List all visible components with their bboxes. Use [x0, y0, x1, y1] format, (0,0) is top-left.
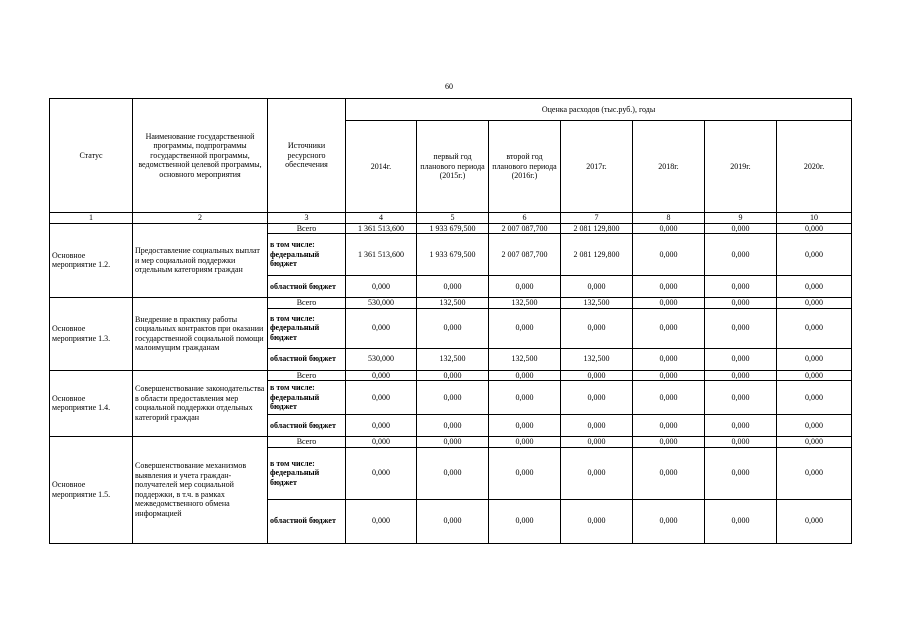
column-number: 10 — [777, 213, 852, 224]
value-cell: 132,500 — [489, 298, 561, 309]
value-cell: 0,000 — [561, 415, 633, 437]
value-cell: 0,000 — [633, 276, 705, 298]
value-cell: 0,000 — [417, 415, 489, 437]
value-cell: 0,000 — [633, 308, 705, 348]
column-number: 9 — [705, 213, 777, 224]
value-cell: 0,000 — [489, 308, 561, 348]
row-name: Предоставление социальных выплат и мер социальной поддержки отдельным категориям граждан — [133, 223, 268, 298]
value-cell: 0,000 — [489, 499, 561, 543]
value-cell: 0,000 — [777, 415, 852, 437]
value-cell: 1 361 513,600 — [346, 223, 417, 234]
value-cell: 0,000 — [633, 447, 705, 499]
value-cell: 530,000 — [346, 348, 417, 370]
value-cell: 1 933 679,500 — [417, 223, 489, 234]
value-cell: 2 007 087,700 — [489, 234, 561, 276]
source-vsego: Всего — [268, 437, 346, 448]
value-cell: 132,500 — [561, 348, 633, 370]
value-cell: 0,000 — [633, 415, 705, 437]
value-cell: 0,000 — [705, 223, 777, 234]
value-cell: 0,000 — [705, 381, 777, 415]
row-name: Внедрение в практику работы социальных контрактов при оказании государственной социальной помощи малоимущим гражданам — [133, 298, 268, 371]
column-number: 1 — [50, 213, 133, 224]
source-vsego: Всего — [268, 223, 346, 234]
value-cell: 0,000 — [489, 447, 561, 499]
value-cell: 0,000 — [705, 276, 777, 298]
value-cell: 0,000 — [346, 308, 417, 348]
value-cell: 0,000 — [633, 348, 705, 370]
value-cell: 0,000 — [777, 499, 852, 543]
value-cell: 132,500 — [417, 348, 489, 370]
value-cell: 0,000 — [561, 308, 633, 348]
table-row — [50, 370, 852, 381]
value-cell: 0,000 — [705, 308, 777, 348]
value-cell: 0,000 — [346, 276, 417, 298]
column-number: 6 — [489, 213, 561, 224]
page-number: 60 — [445, 82, 453, 91]
value-cell: 0,000 — [633, 234, 705, 276]
value-cell: 2 081 129,800 — [561, 223, 633, 234]
value-cell: 2 007 087,700 — [489, 223, 561, 234]
value-cell: 0,000 — [561, 381, 633, 415]
value-cell: 0,000 — [417, 447, 489, 499]
source-oblast: областной бюджет — [268, 415, 346, 437]
value-cell: 0,000 — [346, 415, 417, 437]
value-cell: 0,000 — [346, 381, 417, 415]
value-cell: 0,000 — [705, 348, 777, 370]
value-cell: 0,000 — [489, 381, 561, 415]
value-cell: 0,000 — [777, 223, 852, 234]
value-cell: 2 081 129,800 — [561, 234, 633, 276]
header-year-4: 2017г. — [561, 121, 633, 213]
value-cell: 0,000 — [489, 415, 561, 437]
source-federal: в том числе: федеральный бюджет — [268, 381, 346, 415]
value-cell: 0,000 — [633, 298, 705, 309]
source-federal: в том числе: федеральный бюджет — [268, 234, 346, 276]
value-cell: 0,000 — [417, 381, 489, 415]
value-cell: 0,000 — [705, 298, 777, 309]
value-cell: 0,000 — [777, 370, 852, 381]
header-year-7: 2020г. — [777, 121, 852, 213]
source-oblast: областной бюджет — [268, 499, 346, 543]
value-cell: 132,500 — [417, 298, 489, 309]
value-cell: 0,000 — [561, 499, 633, 543]
column-number: 2 — [133, 213, 268, 224]
value-cell: 0,000 — [777, 437, 852, 448]
header-sources: Источники ресурсного обеспечения — [268, 99, 346, 213]
value-cell: 0,000 — [705, 499, 777, 543]
value-cell: 132,500 — [561, 298, 633, 309]
value-cell: 0,000 — [705, 437, 777, 448]
source-federal: в том числе: федеральный бюджет — [268, 308, 346, 348]
header-name: Наименование государственной программы, подпрограммы государственной программы, ведомственной целевой программы, основного мероприятия — [133, 99, 268, 213]
value-cell: 0,000 — [417, 370, 489, 381]
value-cell: 0,000 — [777, 348, 852, 370]
value-cell: 0,000 — [633, 381, 705, 415]
value-cell: 1 933 679,500 — [417, 234, 489, 276]
value-cell: 0,000 — [417, 437, 489, 448]
row-name: Совершенствование законодательства в области предоставления мер социальной поддержки отдельных категорий граждан — [133, 370, 268, 437]
value-cell: 0,000 — [346, 499, 417, 543]
expenses-table — [49, 98, 852, 544]
row-status: Основное мероприятие 1.4. — [50, 370, 133, 437]
value-cell: 0,000 — [705, 447, 777, 499]
value-cell: 0,000 — [633, 370, 705, 381]
column-number: 8 — [633, 213, 705, 224]
value-cell: 132,500 — [489, 348, 561, 370]
value-cell: 0,000 — [417, 308, 489, 348]
row-status: Основное мероприятие 1.2. — [50, 223, 133, 298]
value-cell: 0,000 — [417, 499, 489, 543]
column-number: 3 — [268, 213, 346, 224]
value-cell: 0,000 — [489, 276, 561, 298]
header-year-1: 2014г. — [346, 121, 417, 213]
value-cell: 0,000 — [346, 437, 417, 448]
value-cell: 0,000 — [561, 276, 633, 298]
value-cell: 530,000 — [346, 298, 417, 309]
value-cell: 0,000 — [777, 234, 852, 276]
value-cell: 0,000 — [777, 276, 852, 298]
table-row — [50, 298, 852, 309]
value-cell: 0,000 — [633, 437, 705, 448]
header-year-5: 2018г. — [633, 121, 705, 213]
value-cell: 0,000 — [705, 234, 777, 276]
header-year-3: второй год планового периода (2016г.) — [489, 121, 561, 213]
column-number: 4 — [346, 213, 417, 224]
value-cell: 0,000 — [633, 499, 705, 543]
value-cell: 0,000 — [705, 415, 777, 437]
header-status: Статус — [50, 99, 133, 213]
header-year-6: 2019г. — [705, 121, 777, 213]
value-cell: 0,000 — [633, 223, 705, 234]
value-cell: 0,000 — [561, 447, 633, 499]
value-cell: 0,000 — [561, 437, 633, 448]
row-status: Основное мероприятие 1.5. — [50, 437, 133, 544]
source-oblast: областной бюджет — [268, 348, 346, 370]
table-row — [50, 437, 852, 448]
source-oblast: областной бюджет — [268, 276, 346, 298]
column-number: 7 — [561, 213, 633, 224]
header-expenses: Оценка расходов (тыс.руб.), годы — [346, 99, 852, 121]
table-row — [50, 223, 852, 234]
value-cell: 0,000 — [777, 381, 852, 415]
value-cell: 0,000 — [489, 437, 561, 448]
value-cell: 1 361 513,600 — [346, 234, 417, 276]
row-status: Основное мероприятие 1.3. — [50, 298, 133, 371]
value-cell: 0,000 — [489, 370, 561, 381]
value-cell: 0,000 — [561, 370, 633, 381]
value-cell: 0,000 — [705, 370, 777, 381]
value-cell: 0,000 — [777, 447, 852, 499]
header-year-2: первый год планового периода (2015г.) — [417, 121, 489, 213]
value-cell: 0,000 — [346, 370, 417, 381]
value-cell: 0,000 — [346, 447, 417, 499]
source-federal: в том числе: федеральный бюджет — [268, 447, 346, 499]
column-number: 5 — [417, 213, 489, 224]
value-cell: 0,000 — [777, 298, 852, 309]
row-name: Совершенствование механизмов выявления и учета граждан-получателей мер социальной поддержки, в т.ч. в рамках межведомственного обмена информацией — [133, 437, 268, 544]
source-vsego: Всего — [268, 370, 346, 381]
source-vsego: Всего — [268, 298, 346, 309]
value-cell: 0,000 — [777, 308, 852, 348]
value-cell: 0,000 — [417, 276, 489, 298]
